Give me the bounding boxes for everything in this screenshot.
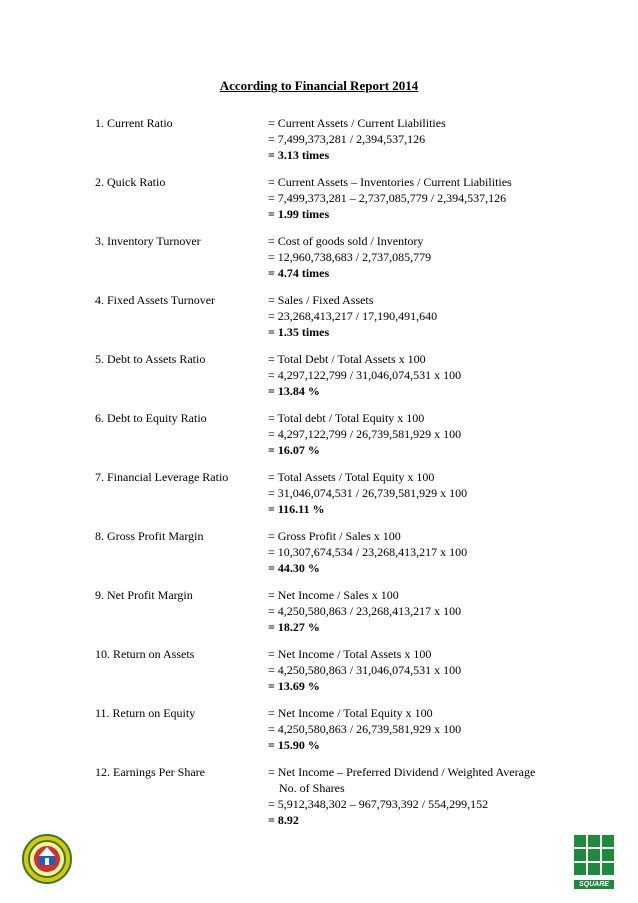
formula-line: = 10,307,674,534 / 23,268,413,217 x 100 <box>268 545 468 559</box>
ratio-label: 9. Net Profit Margin <box>95 588 193 602</box>
ratio-formula <box>268 233 431 281</box>
ratio-result: = 4.74 times <box>268 266 330 280</box>
ratio-formula <box>268 764 535 828</box>
formula-line: = Net Income / Sales x 100 <box>268 588 399 602</box>
formula-line: = 5,912,348,302 – 967,793,392 / 554,299,152 <box>268 797 489 811</box>
ratio-formula <box>268 115 446 163</box>
ratio-label: 4. Fixed Assets Turnover <box>95 293 216 307</box>
ratio-result: = 44.30 % <box>268 561 320 575</box>
formula-line: = Cost of goods sold / Inventory <box>268 234 424 248</box>
formula-line: = Total Debt / Total Assets x 100 <box>268 352 426 366</box>
ratio-result: = 16.07 % <box>268 443 320 457</box>
ratio-formula <box>268 410 461 458</box>
formula-line: = 23,268,413,217 / 17,190,491,640 <box>268 309 438 323</box>
square-logo-grid-icon <box>574 835 614 875</box>
ratio-result: = 15.90 % <box>268 738 320 752</box>
ratio-formula <box>268 587 461 635</box>
ratio-label: 1. Current Ratio <box>95 116 173 130</box>
ratio-formula <box>268 469 467 517</box>
ratio-result: = 13.69 % <box>268 679 320 693</box>
ratio-formula <box>268 351 461 399</box>
formula-line: = Gross Profit / Sales x 100 <box>268 529 401 543</box>
ratio-result: = 13.84 % <box>268 384 320 398</box>
ratio-label: 2. Quick Ratio <box>95 175 166 189</box>
ratio-result: = 1.99 times <box>268 207 330 221</box>
ratio-result: = 8.92 <box>268 813 299 827</box>
ratio-formula <box>268 174 512 222</box>
ratio-label: 11. Return on Equity <box>95 706 196 720</box>
formula-line: = Net Income / Total Assets x 100 <box>268 647 432 661</box>
formula-line: = Sales / Fixed Assets <box>268 293 374 307</box>
square-logo <box>574 835 614 888</box>
formula-line: = 7,499,373,281 – 2,737,085,779 / 2,394,537,126 <box>268 191 507 205</box>
formula-line: = Total Assets / Total Equity x 100 <box>268 470 435 484</box>
formula-line: = 4,297,122,799 / 26,739,581,929 x 100 <box>268 427 462 441</box>
formula-line: = 4,250,580,863 / 26,739,581,929 x 100 <box>268 722 462 736</box>
ratio-label: 7. Financial Leverage Ratio <box>95 470 229 484</box>
formula-line: = 4,297,122,799 / 31,046,074,531 x 100 <box>268 368 462 382</box>
ratio-formula <box>268 528 467 576</box>
ratio-result: = 116.11 % <box>268 502 325 516</box>
ratio-label: 6. Debt to Equity Ratio <box>95 411 207 425</box>
formula-line: = Net Income – Preferred Dividend / Weighted Average <box>268 765 536 779</box>
ratio-formula <box>268 292 437 340</box>
formula-line: = Current Assets / Current Liabilities <box>268 116 446 130</box>
ratio-label: 3. Inventory Turnover <box>95 234 201 248</box>
formula-line: = 4,250,580,863 / 31,046,074,531 x 100 <box>268 663 462 677</box>
ratio-label: 10. Return on Assets <box>95 647 195 661</box>
formula-line: = Net Income / Total Equity x 100 <box>268 706 433 720</box>
ratio-result: = 1.35 times <box>268 325 330 339</box>
formula-line: = Current Assets – Inventories / Current Liabilities <box>268 175 512 189</box>
formula-line: = 7,499,373,281 / 2,394,537,126 <box>268 132 426 146</box>
university-seal-logo <box>22 834 72 884</box>
ratio-label: 5. Debt to Assets Ratio <box>95 352 206 366</box>
formula-line: No. of Shares <box>279 781 345 795</box>
formula-line: = Total debt / Total Equity x 100 <box>268 411 425 425</box>
ratio-formula <box>268 705 461 753</box>
ratio-formula <box>268 646 461 694</box>
ratio-result: = 3.13 times <box>268 148 330 162</box>
square-logo-text: SQUARE <box>574 880 614 889</box>
ratio-label: 12. Earnings Per Share <box>95 765 205 779</box>
formula-line: = 31,046,074,531 / 26,739,581,929 x 100 <box>268 486 468 500</box>
formula-line: = 4,250,580,863 / 23,268,413,217 x 100 <box>268 604 462 618</box>
ratio-label: 8. Gross Profit Margin <box>95 529 204 543</box>
formula-line: = 12,960,738,683 / 2,737,085,779 <box>268 250 432 264</box>
ratio-result: = 18.27 % <box>268 620 320 634</box>
document-title: According to Financial Report 2014 <box>219 78 419 93</box>
